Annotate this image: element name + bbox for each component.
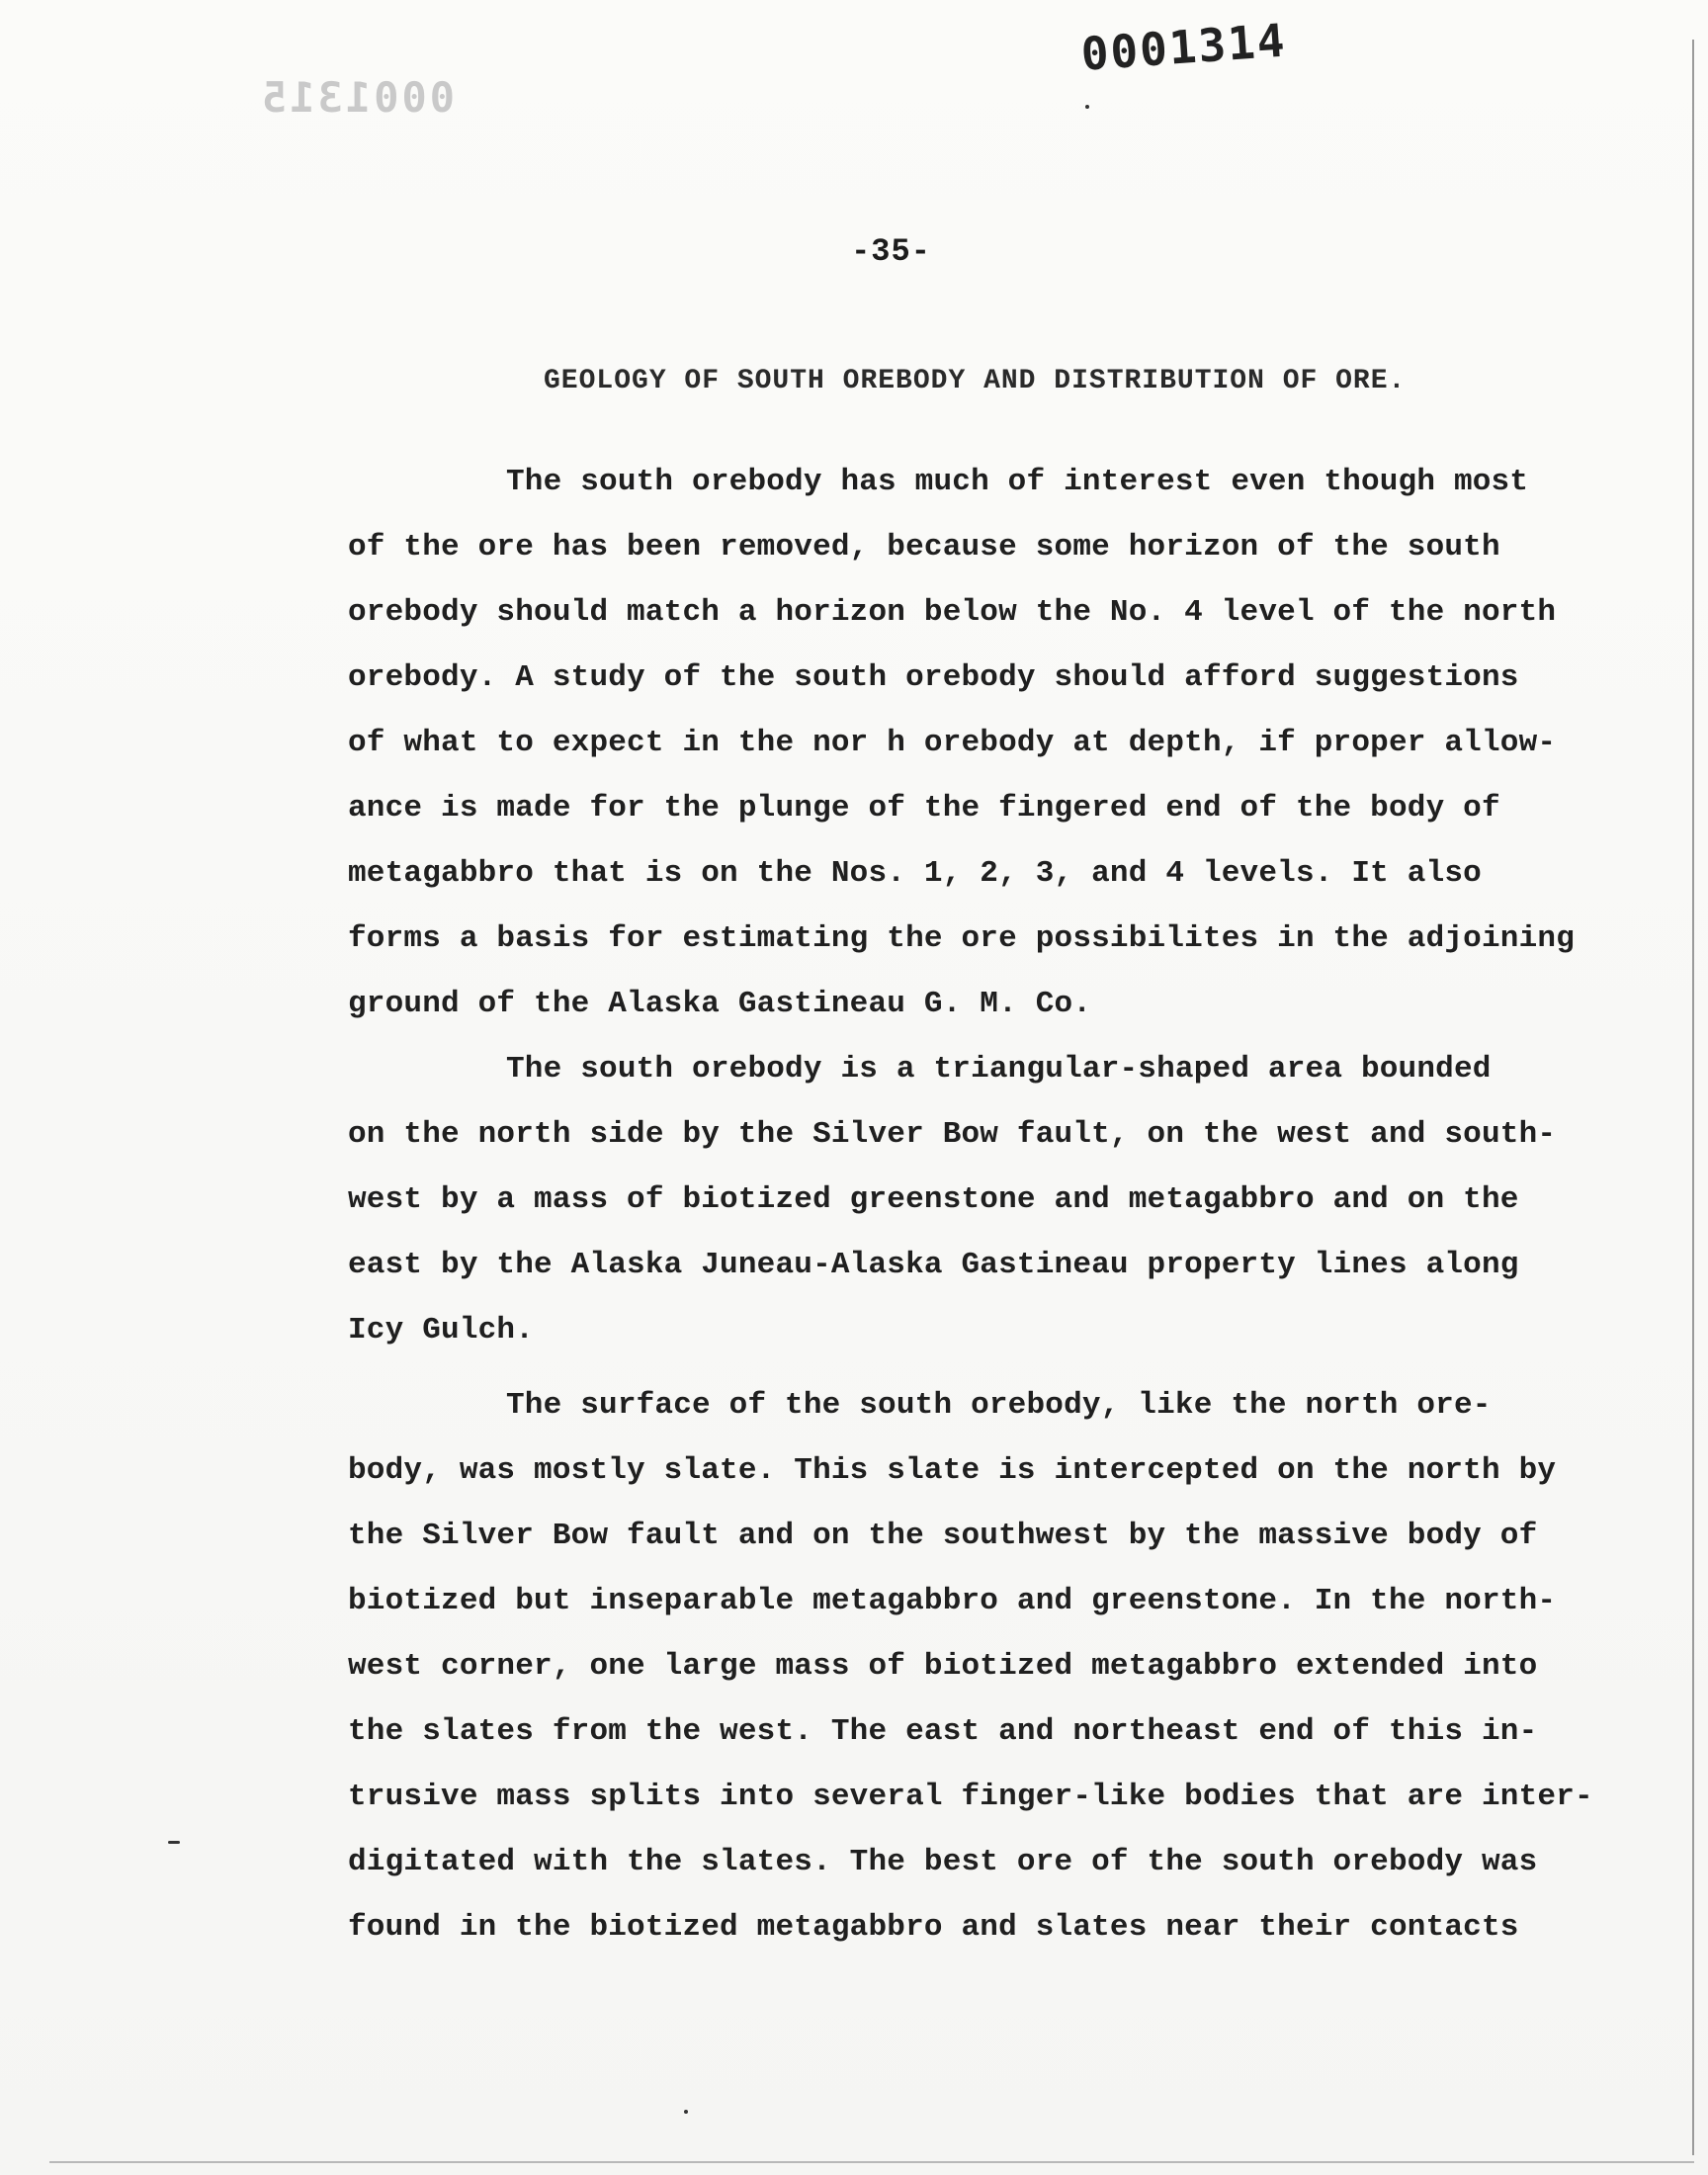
section-heading: GEOLOGY OF SOUTH OREBODY AND DISTRIBUTION OF ORE.: [544, 366, 1407, 396]
page-edge-line: [49, 2161, 1694, 2163]
body-text-line: the Silver Bow fault and on the southwest by the massive body of: [348, 1519, 1538, 1553]
body-text-line: on the north side by the Silver Bow fault, on the west and south-: [348, 1117, 1557, 1152]
body-text-line: west corner, one large mass of biotized metagabbro extended into: [348, 1649, 1538, 1684]
body-text-line: body, was mostly slate. This slate is intercepted on the north by: [348, 1453, 1557, 1488]
body-text-line: west by a mass of biotized greenstone and metagabbro and on the: [348, 1182, 1519, 1217]
body-text-line: metagabbro that is on the Nos. 1, 2, 3, and 4 levels. It also: [348, 856, 1482, 891]
body-text-line: ground of the Alaska Gastineau G. M. Co.: [348, 987, 1092, 1021]
body-text-line: of the ore has been removed, because some horizon of the south: [348, 530, 1500, 565]
body-text-line: the slates from the west. The east and northeast end of this in-: [348, 1714, 1538, 1749]
body-text-line: biotized but inseparable metagabbro and greenstone. In the north-: [348, 1584, 1557, 1618]
ink-speck: [168, 1841, 180, 1844]
page-number: -35-: [851, 233, 931, 270]
body-text-line: Icy Gulch.: [348, 1313, 535, 1348]
body-text-line: east by the Alaska Juneau-Alaska Gastineau property lines along: [348, 1248, 1519, 1282]
body-text-line: orebody should match a horizon below the No. 4 level of the north: [348, 595, 1557, 630]
body-text-line: The south orebody has much of interest even though most: [506, 465, 1529, 499]
ink-speck: [1085, 105, 1089, 109]
body-text-line: ance is made for the plunge of the fingered end of the body of: [348, 791, 1500, 826]
ink-speck: [684, 2110, 688, 2114]
mirrored-number-stamp: 0001315: [259, 73, 456, 122]
body-text-line: of what to expect in the nor h orebody at depth, if proper allow-: [348, 726, 1557, 760]
body-text-line: found in the biotized metagabbro and slates near their contacts: [348, 1910, 1519, 1945]
body-text-line: trusive mass splits into several finger-like bodies that are inter-: [348, 1780, 1593, 1814]
body-text-line: forms a basis for estimating the ore possibilites in the adjoining: [348, 921, 1575, 956]
body-text-line: The surface of the south orebody, like the north ore-: [506, 1388, 1492, 1423]
body-text-line: orebody. A study of the south orebody should afford suggestions: [348, 660, 1519, 695]
document-number-stamp: 0001314: [1079, 13, 1289, 81]
body-text-line: The south orebody is a triangular-shaped area bounded: [506, 1052, 1492, 1087]
page-edge-line: [1692, 40, 1694, 2155]
body-text-line: digitated with the slates. The best ore of the south orebody was: [348, 1845, 1538, 1879]
